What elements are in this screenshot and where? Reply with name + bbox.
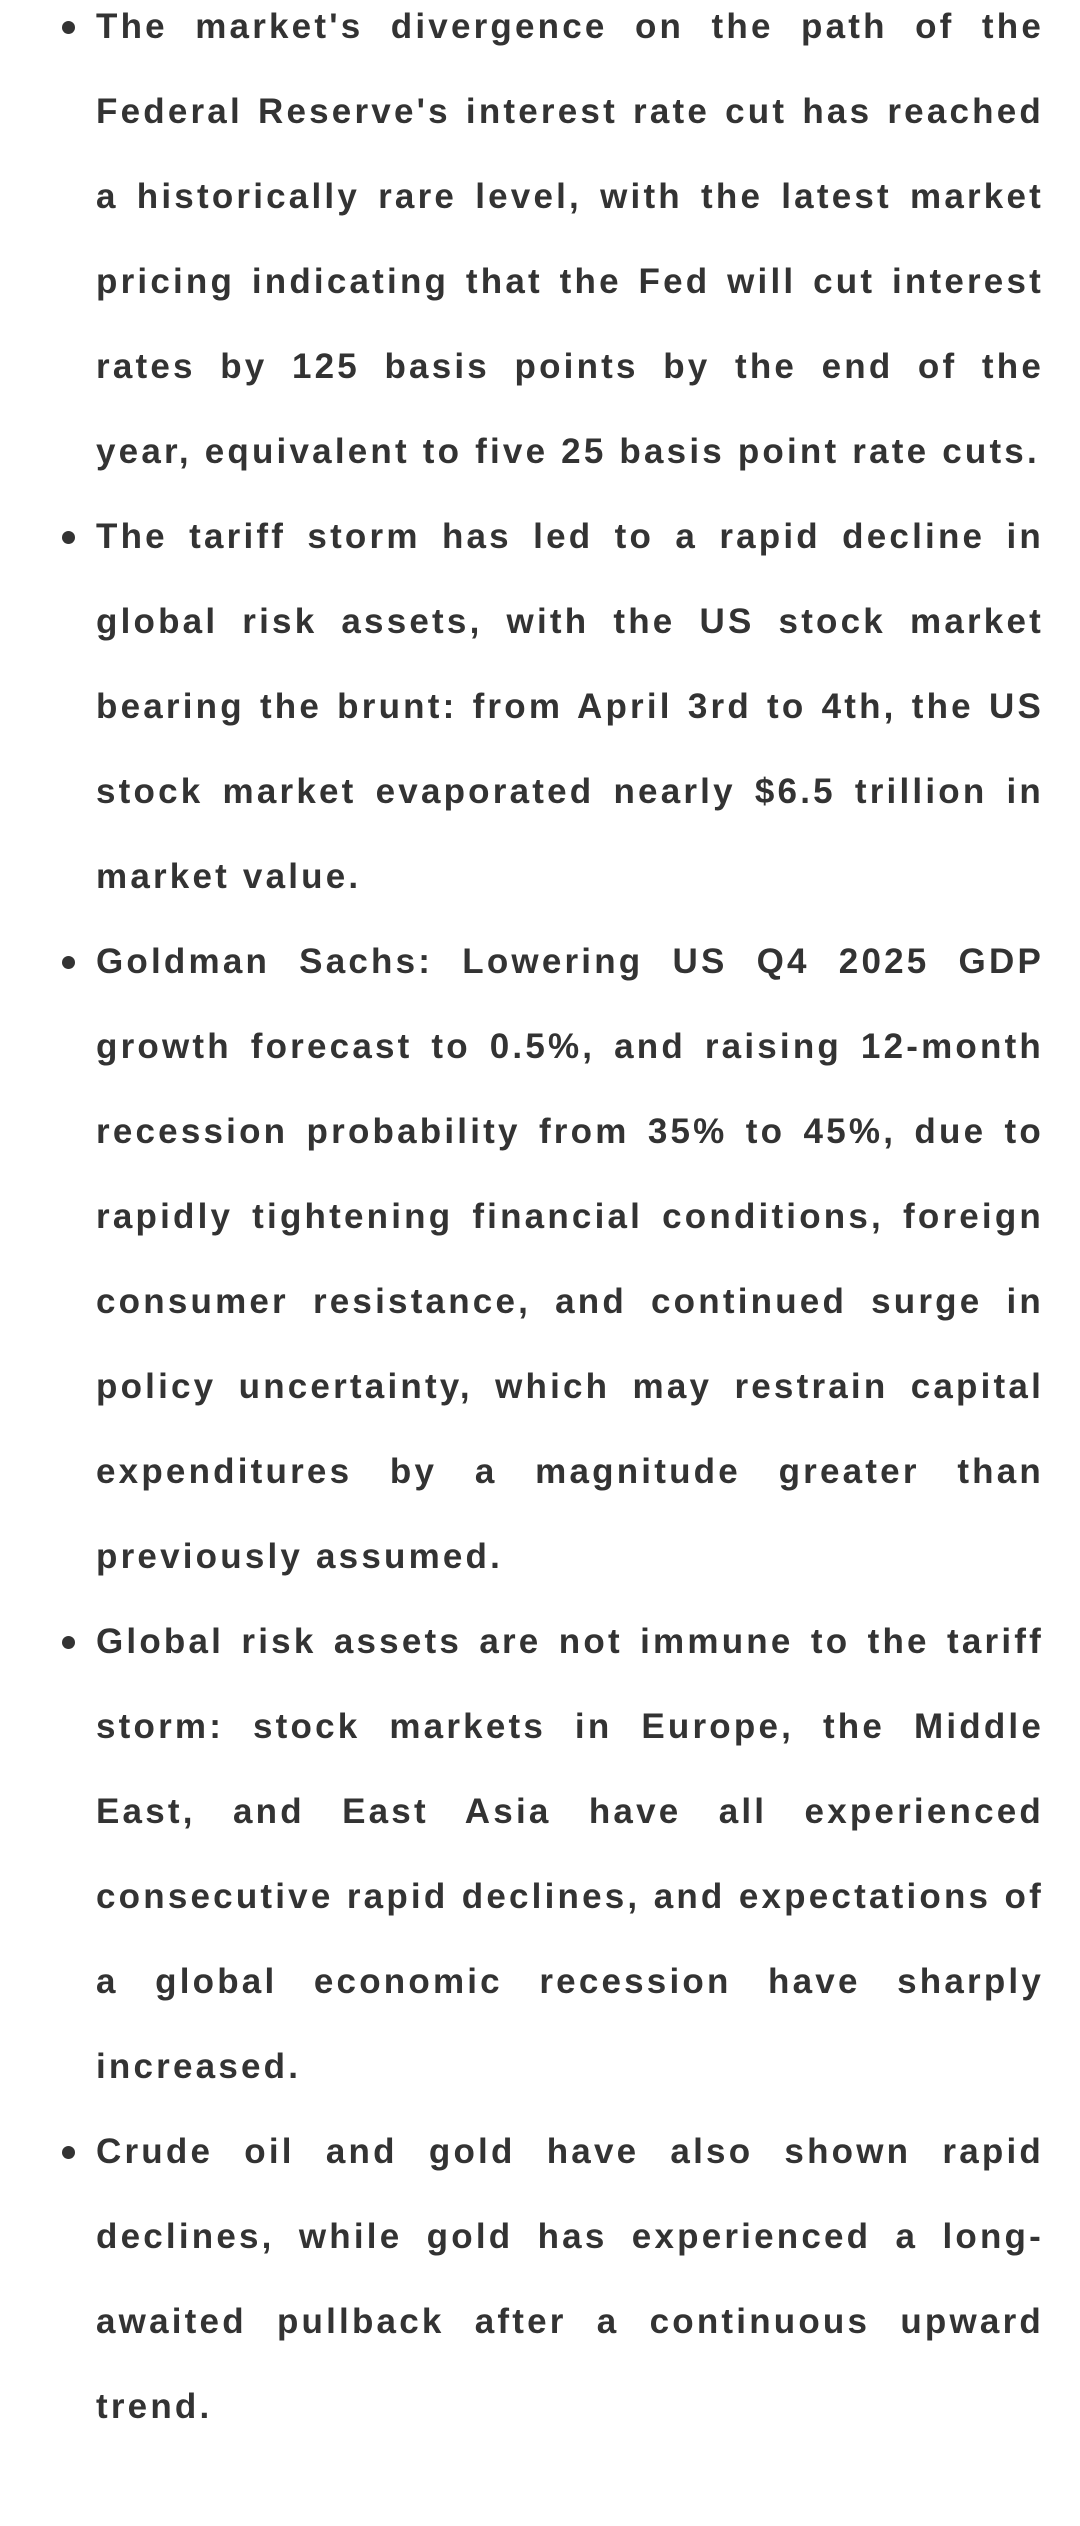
bullet-dot-icon [62, 956, 75, 969]
bullet-dot-icon [62, 2146, 75, 2159]
bullet-text: The tariff storm has led to a rapid decline in global risk assets, with the US stock market bearing the brunt: from April 3rd to 4th, the US stock market evaporated nearly $6.5 trillion in market value. [96, 517, 1044, 896]
bullet-dot-icon [62, 531, 75, 544]
bullet-text: The market's divergence on the path of the Federal Reserve's interest rate cut has reached a historically rare level, with the latest market pricing indicating that the Fed will cut interest rates by 125 basis points by the end of the year, equivalent to five 25 basis point rate cuts. [96, 7, 1044, 471]
list-item [0, 494, 1080, 919]
bullet-text: Crude oil and gold have also shown rapid declines, while gold has experienced a long-awaited pullback after a continuous upward trend. [96, 2132, 1044, 2426]
list-item [0, 919, 1080, 1599]
list-item [0, 0, 1080, 494]
list-item [0, 2109, 1080, 2449]
bullet-dot-icon [62, 21, 75, 34]
bullet-text: Global risk assets are not immune to the tariff storm: stock markets in Europe, the Middle East, and East Asia have all experienced consecutive rapid declines, and expectations of a global economic recession have sharply increased. [96, 1622, 1044, 2086]
list-item [0, 1599, 1080, 2109]
bullet-dot-icon [62, 1636, 75, 1649]
bullet-text: Goldman Sachs: Lowering US Q4 2025 GDP growth forecast to 0.5%, and raising 12-month recession probability from 35% to 45%, due to rapidly tightening financial conditions, foreign consumer resistance, and continued surge in policy uncertainty, which may restrain capital expenditures by a magnitude greater than previously assumed. [96, 942, 1044, 1576]
